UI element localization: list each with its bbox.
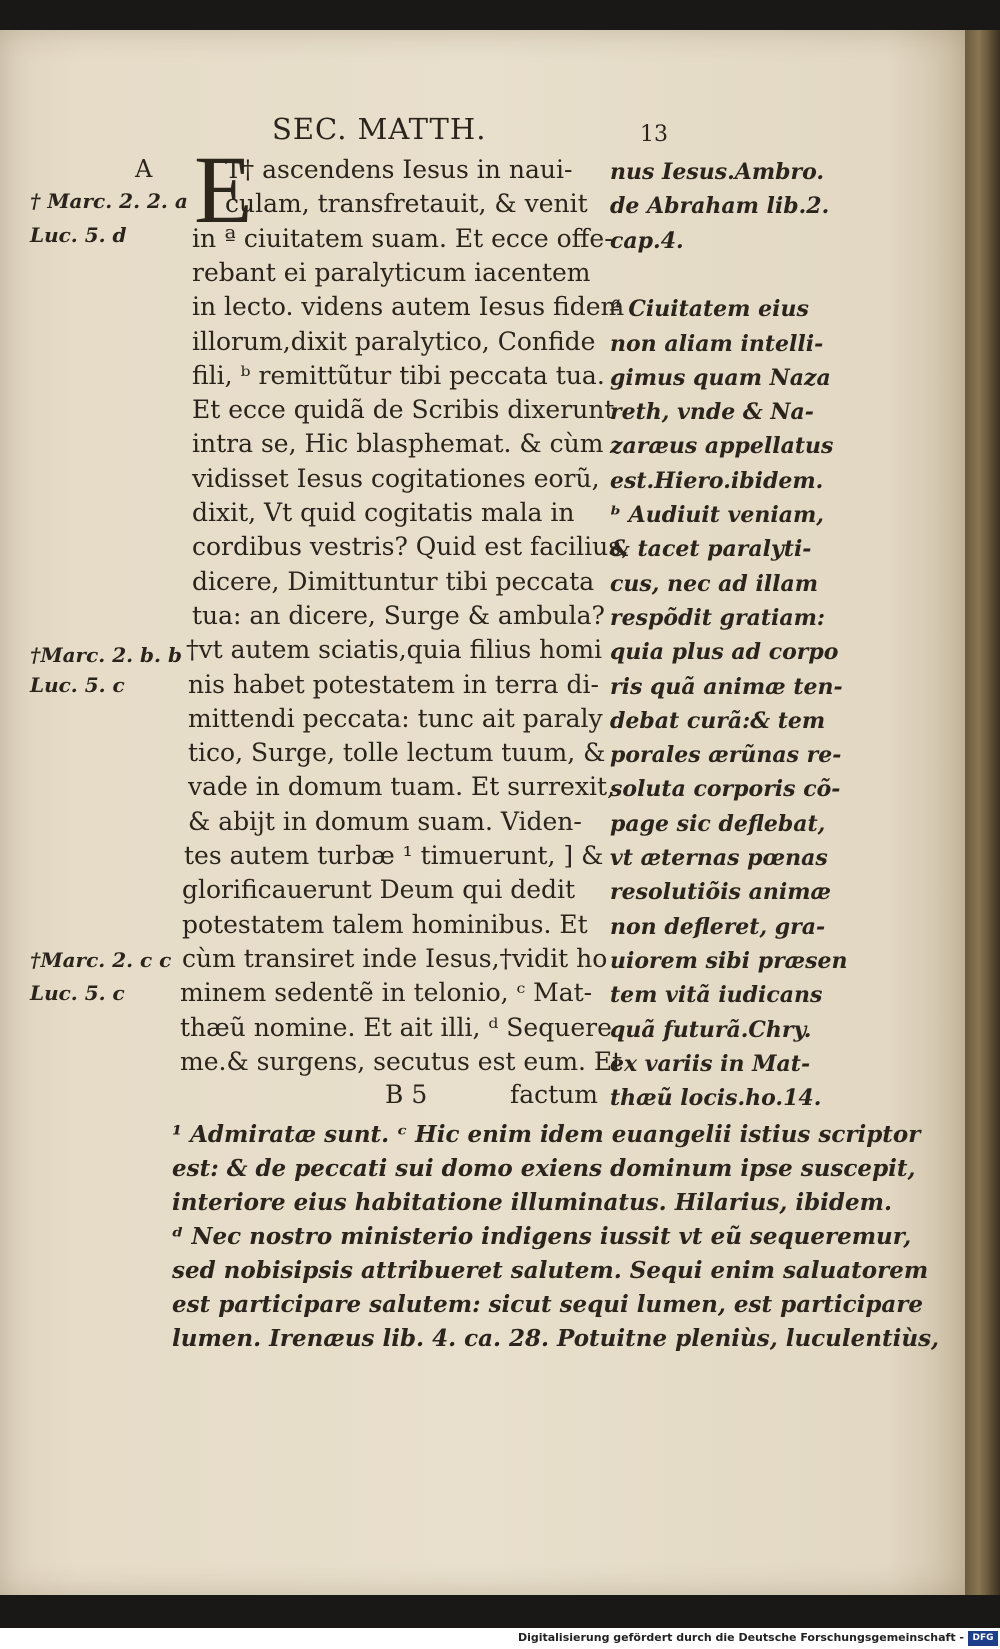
footnote-line: interiore eius habitatione illuminatus. Hilarius, ibidem. bbox=[172, 1189, 892, 1216]
main-text-line: mittendi peccata: tunc ait paraly bbox=[188, 703, 603, 733]
main-text-line: thæũ nomine. Et ait illi, ᵈ Sequere bbox=[180, 1012, 612, 1042]
gloss-line: soluta corporis cõ- bbox=[610, 776, 841, 803]
gloss-line: tem vitã iudicans bbox=[610, 982, 823, 1009]
dfg-logo: DFG bbox=[968, 1631, 998, 1646]
main-text-line: †vt autem sciatis,quia filius homi bbox=[186, 635, 603, 665]
footnote-line: sed nobisipsis attribueret salutem. Sequi enim saluatorem bbox=[172, 1257, 929, 1284]
section-letter: A bbox=[135, 155, 153, 183]
main-text-line: in ª ciuitatem suam. Et ecce offe- bbox=[192, 223, 613, 253]
gloss-line: non defleret, gra- bbox=[610, 913, 826, 940]
gloss-line: zaræus appellatus bbox=[610, 433, 834, 460]
gloss-line: de Abraham lib.2. bbox=[610, 193, 830, 220]
margin-reference: † Marc. 2. 2. a bbox=[30, 189, 188, 213]
footnote-line: est participare salutem: sicut sequi lumen, est participare bbox=[172, 1291, 924, 1318]
gloss-line: quia plus ad corpo bbox=[610, 639, 839, 666]
gloss-line: debat curã:& tem bbox=[610, 707, 826, 734]
footnote-line: ᵈ Nec nostro ministerio indigens iussit vt eũ sequeremur, bbox=[172, 1223, 912, 1250]
gloss-line: uiorem sibi præsen bbox=[610, 947, 848, 974]
gloss-line: est.Hiero.ibidem. bbox=[610, 467, 824, 494]
main-text-line: dixit, Vt quid cogitatis mala in bbox=[192, 498, 575, 527]
margin-reference: Luc. 5. d bbox=[30, 223, 127, 247]
main-text-line: cùm transiret inde Iesus,†vidit ho bbox=[182, 943, 608, 973]
main-text-line: me.& surgens, secutus est eum. Et bbox=[180, 1046, 623, 1076]
gloss-line: respõdit gratiam: bbox=[610, 604, 825, 631]
main-text-line: vidisset Iesus cogitationes eorũ, bbox=[192, 463, 600, 493]
main-text-line: illorum,dixit paralytico, Confide bbox=[192, 326, 596, 356]
main-text-line: intra se, Hic blasphemat. & cùm bbox=[192, 429, 604, 459]
gloss-line: ex variis in Mat- bbox=[610, 1050, 811, 1077]
footnote-line: lumen. Irenæus lib. 4. ca. 28. Potuitne pleniùs, luculentiùs, bbox=[172, 1325, 940, 1352]
margin-reference: †Marc. 2. b. b bbox=[30, 643, 182, 667]
running-head: SEC. MATTH. bbox=[272, 112, 487, 146]
gloss-line: & tacet paralyti- bbox=[610, 536, 812, 563]
gloss-line: non aliam intelli- bbox=[610, 330, 824, 357]
gloss-line: cap.4. bbox=[610, 227, 684, 254]
footer-credit: Digitalisierung gefördert durch die Deutsche Forschungsgemeinschaft - bbox=[517, 1631, 964, 1644]
catchword: factum bbox=[510, 1080, 599, 1109]
drop-capital: E bbox=[194, 136, 253, 243]
margin-reference: Luc. 5. c bbox=[30, 673, 125, 697]
signature-mark: B 5 bbox=[385, 1080, 428, 1109]
main-text-line: tes autem turbæ ¹ timuerunt, ] & bbox=[184, 841, 604, 870]
gloss-line: reth, vnde & Na- bbox=[610, 399, 814, 426]
page-number: 13 bbox=[640, 122, 668, 147]
gloss-line: porales ærũnas re- bbox=[610, 742, 842, 769]
gloss-line: gimus quam Naza bbox=[610, 364, 831, 391]
main-text-line: culam, transfretauit, & venit bbox=[225, 189, 588, 219]
gloss-line: nus Iesus.Ambro. bbox=[610, 159, 825, 185]
margin-reference: Luc. 5. c bbox=[30, 981, 125, 1005]
main-text-line: & abijt in domum suam. Viden- bbox=[188, 806, 582, 836]
gloss-line: ris quã animæ ten- bbox=[610, 673, 843, 700]
main-text-line: Et ecce quidã de Scribis dixerunt bbox=[192, 395, 615, 425]
gloss-line: ᵇ Audiuit veniam, bbox=[610, 502, 824, 528]
gloss-line: page sic deflebat, bbox=[610, 810, 826, 837]
main-text-line: tua: an dicere, Surge & ambula? bbox=[192, 600, 605, 630]
main-text-line: minem sedentẽ in telonio, ᶜ Mat- bbox=[180, 978, 593, 1008]
gloss-line: ª Ciuitatem eius bbox=[610, 296, 809, 323]
main-text-line: nis habet potestatem in terra di- bbox=[188, 669, 599, 699]
gloss-line: vt æternas pœnas bbox=[610, 845, 828, 871]
footnote-line: est: & de peccati sui domo exiens dominum ipse suscepit, bbox=[172, 1155, 916, 1182]
main-text-line: dicere, Dimittuntur tibi peccata bbox=[192, 566, 595, 596]
main-text-line: rebant ei paralyticum iacentem bbox=[192, 257, 591, 287]
gloss-line: resolutiõis animæ bbox=[610, 879, 831, 906]
gloss-line: thæũ locis.ho.14. bbox=[610, 1085, 822, 1112]
main-text-line: glorificauerunt Deum qui dedit bbox=[182, 875, 576, 905]
main-text-line: vade in domum tuam. Et surrexit, bbox=[188, 772, 615, 802]
main-text-line: in lecto. videns autem Iesus fidem bbox=[192, 292, 625, 322]
gloss-line: quã futurã.Chry. bbox=[610, 1016, 812, 1043]
main-text-line: T† ascendens Iesus in naui- bbox=[225, 155, 573, 184]
gloss-line: cus, nec ad illam bbox=[610, 570, 819, 597]
main-text-line: cordibus vestris? Quid est facilius, bbox=[192, 532, 629, 562]
page-edge bbox=[965, 30, 1000, 1595]
main-text-line: potestatem talem hominibus. Et bbox=[182, 909, 588, 939]
main-text-line: tico, Surge, tolle lectum tuum, & bbox=[188, 738, 606, 768]
main-text-line: fili, ᵇ remittũtur tibi peccata tua. bbox=[192, 360, 605, 390]
margin-reference: †Marc. 2. c c bbox=[30, 948, 172, 972]
footnote-line: ¹ Admiratæ sunt. ᶜ Hic enim idem euangelii istius scriptor bbox=[172, 1121, 921, 1148]
